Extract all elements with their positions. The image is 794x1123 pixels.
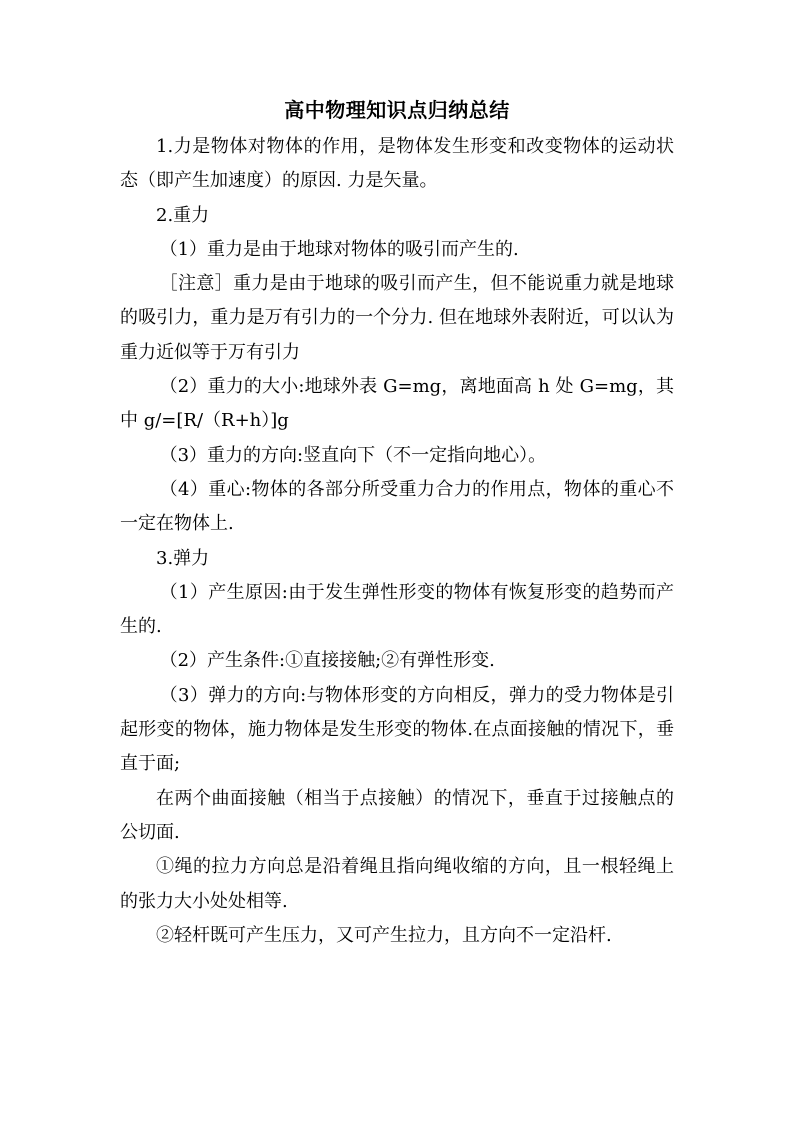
paragraph-gravity-note: ［注意］重力是由于地球的吸引而产生，但不能说重力就是地球的吸引力，重力是万有引力的一个分力. 但在地球外表附近，可以认为重力近似等于万有引力 [120,273,674,363]
paragraph-elastic-conditions: （2）产生条件:①直接接触;②有弹性形变. [159,650,495,672]
document-title: 高中物理知识点归纳总结 [284,98,510,122]
paragraph-force-definition: 1.力是物体对物体的作用，是物体发生形变和改变物体的运动状态（即产生加速度）的原因. 力是矢量。 [120,136,674,192]
paragraph-gravity-direction: （3）重力的方向:竖直向下（不一定指向地心）。 [159,444,547,466]
paragraph-gravity-magnitude: （2）重力的大小:地球外表 G=mg，离地面高 h 处 G=mg，其中 g/=[R/（R+h）]g [120,376,674,432]
paragraph-elastic-cause: （1）产生原因:由于发生弹性形变的物体有恢复形变的趋势而产生的. [120,581,674,638]
heading-elastic-force: 3.弹力 [156,547,210,569]
paragraph-light-rod: ②轻杆既可产生压力，又可产生拉力，且方向不一定沿杆. [156,924,612,946]
paragraph-elastic-direction: （3）弹力的方向:与物体形变的方向相反，弹力的受力物体是引起形变的物体，施力物体是发生形变的物体.在点面接触的情况下，垂直于面; [120,684,674,775]
paragraph-gravity-origin: （1）重力是由于地球对物体的吸引而产生的. [159,238,519,260]
paragraph-rope-tension: ①绳的拉力方向总是沿着绳且指向绳收缩的方向，且一根轻绳上的张力大小处处相等. [120,856,674,912]
paragraph-center-of-gravity: （4）重心:物体的各部分所受重力合力的作用点，物体的重心不一定在物体上. [120,478,674,535]
heading-gravity: 2.重力 [156,204,210,226]
paragraph-curved-contact: 在两个曲面接触（相当于点接触）的情况下，垂直于过接触点的公切面. [120,787,674,843]
